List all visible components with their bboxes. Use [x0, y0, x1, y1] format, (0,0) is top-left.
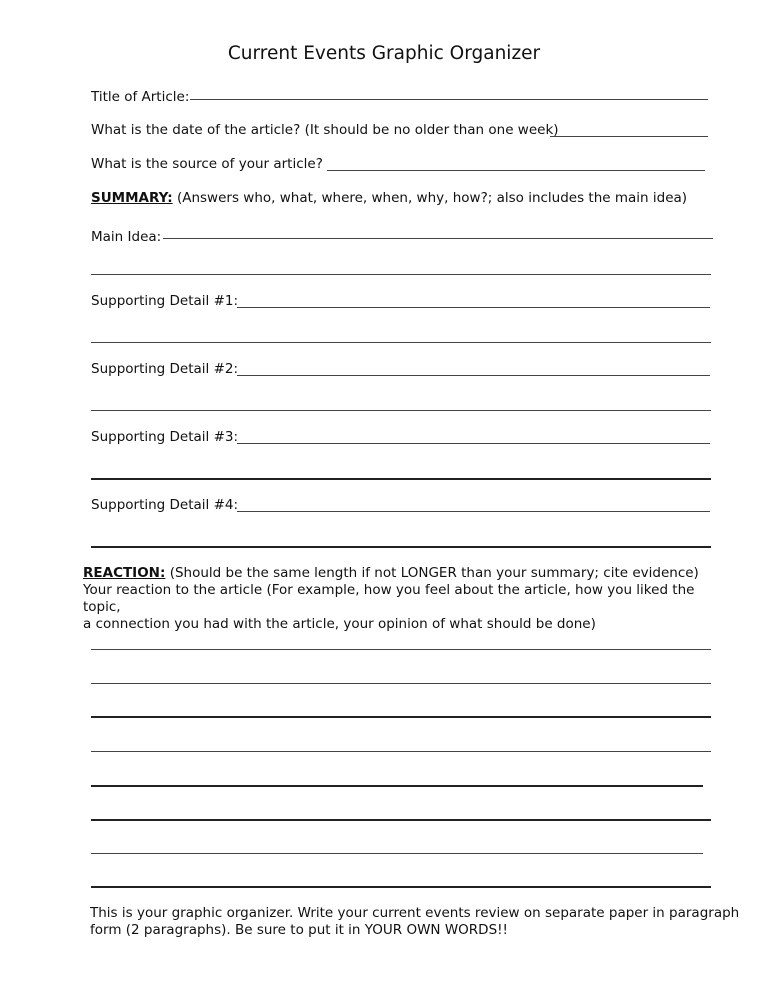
detail-1-line[interactable]: [237, 307, 710, 308]
detail-4-label: Supporting Detail #4:: [91, 497, 239, 513]
footer-line-1: This is your graphic organizer. Write your current events review on separate paper in paragraph: [90, 905, 740, 921]
detail-2-line-2[interactable]: [91, 410, 711, 411]
page-title: Current Events Graphic Organizer: [227, 43, 541, 64]
reaction-line[interactable]: [91, 716, 711, 718]
article-title-label: Title of Article:: [91, 89, 190, 105]
reaction-instructions: [83, 565, 733, 633]
detail-1-label: Supporting Detail #1:: [91, 293, 239, 309]
detail-3-line-2[interactable]: [91, 478, 711, 480]
summary-instructions: (Answers who, what, where, when, why, how?; also includes the main idea): [176, 190, 688, 206]
reaction-line[interactable]: [91, 683, 711, 684]
source-line[interactable]: [327, 170, 705, 171]
detail-2-line[interactable]: [237, 375, 710, 376]
summary-heading-row: [91, 190, 687, 206]
reaction-line[interactable]: [91, 819, 711, 821]
date-line[interactable]: [550, 136, 708, 137]
reaction-line[interactable]: [91, 785, 703, 787]
footer-line-2: form (2 paragraphs). Be sure to put it in YOUR OWN WORDS!!: [90, 922, 508, 938]
article-title-line[interactable]: [190, 99, 708, 100]
date-label: What is the date of the article? (It should be no older than one week): [91, 122, 559, 138]
summary-heading: SUMMARY:: [91, 190, 173, 206]
reaction-line[interactable]: [91, 649, 711, 650]
detail-3-line[interactable]: [237, 443, 710, 444]
reaction-instructions-3: a connection you had with the article, your opinion of what should be done): [83, 616, 596, 632]
detail-4-line-2[interactable]: [91, 546, 711, 548]
main-idea-line-2[interactable]: [91, 274, 711, 275]
reaction-line[interactable]: [91, 751, 711, 752]
reaction-heading: REACTION:: [83, 565, 166, 581]
detail-2-label: Supporting Detail #2:: [91, 361, 239, 377]
main-idea-label: Main Idea:: [91, 229, 162, 245]
source-label: What is the source of your article?: [91, 156, 323, 172]
detail-4-line[interactable]: [237, 511, 710, 512]
reaction-instructions-1: (Should be the same length if not LONGER than your summary; cite evidence): [169, 565, 699, 581]
reaction-line[interactable]: [91, 886, 711, 888]
reaction-instructions-2: Your reaction to the article (For example, how you feel about the article, how you liked the topic,: [83, 582, 695, 615]
detail-1-line-2[interactable]: [91, 342, 711, 343]
reaction-line[interactable]: [91, 853, 703, 854]
footer-note: [90, 905, 740, 939]
detail-3-label: Supporting Detail #3:: [91, 429, 239, 445]
main-idea-line[interactable]: [163, 238, 713, 239]
